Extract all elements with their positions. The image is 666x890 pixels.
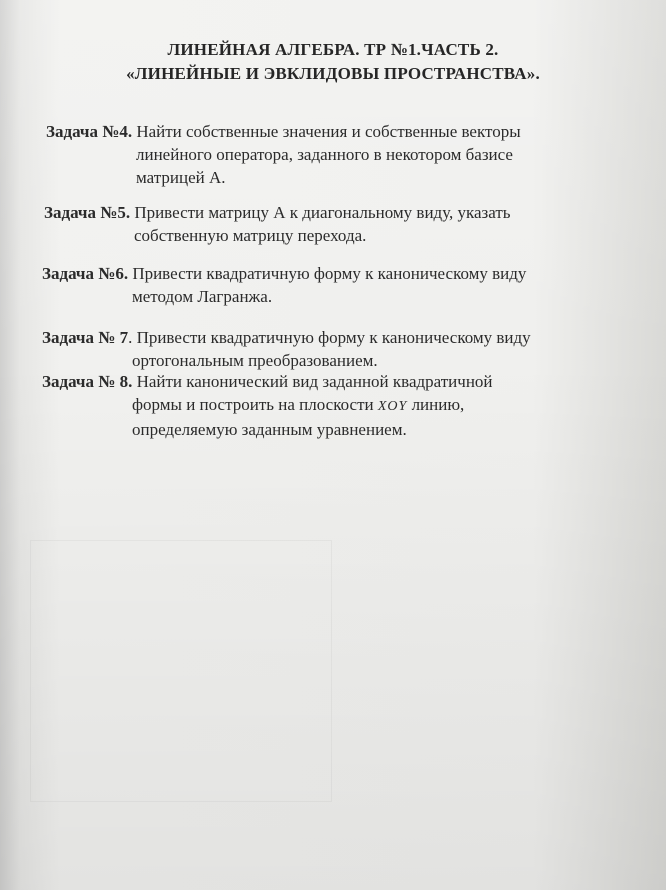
task-8	[42, 370, 493, 441]
task-text-continuation: собственную матрицу перехода.	[134, 226, 367, 245]
plane-notation: XOY	[377, 399, 408, 414]
document-header	[0, 38, 666, 86]
header-title-line: ЛИНЕЙНАЯ АЛГЕБРА. ТР №1.ЧАСТЬ 2.	[167, 40, 499, 59]
task-text-continuation: ортогональным преобразованием.	[132, 351, 378, 370]
task-label: Задача №5.	[44, 203, 131, 222]
task-4	[46, 120, 521, 189]
task-text: . Привести квадратичную форму к каноническому виду	[128, 328, 531, 347]
task-6	[42, 262, 526, 308]
task-text: Найти собственные значения и собственные векторы	[132, 122, 521, 141]
task-label: Задача № 8.	[42, 372, 133, 391]
task-label: Задача №6.	[42, 264, 129, 283]
task-text: формы и построить на плоскости	[132, 395, 378, 414]
task-7	[42, 326, 531, 372]
task-5	[44, 201, 511, 247]
task-text-continuation: методом Лагранжа.	[132, 287, 273, 306]
show-through-table-ghost	[30, 540, 332, 802]
task-text-continuation: матрицей А.	[136, 168, 226, 187]
task-label: Задача №4.	[46, 122, 133, 141]
task-text: Привести матрицу А к диагональному виду, указать	[130, 203, 511, 222]
task-label: Задача № 7	[42, 328, 129, 347]
task-text-continuation: определяемую заданным уравнением.	[132, 420, 407, 439]
task-text: Найти канонический вид заданной квадратичной	[132, 372, 493, 391]
task-text-continuation: линейного оператора, заданного в некотором базисе	[136, 145, 513, 164]
task-text: Привести квадратичную форму к каноническому виду	[128, 264, 527, 283]
task-text-continuation	[132, 393, 493, 418]
task-text: линию,	[407, 395, 465, 414]
header-subtitle-line: «ЛИНЕЙНЫЕ И ЭВКЛИДОВЫ ПРОСТРАНСТВА».	[126, 64, 540, 83]
